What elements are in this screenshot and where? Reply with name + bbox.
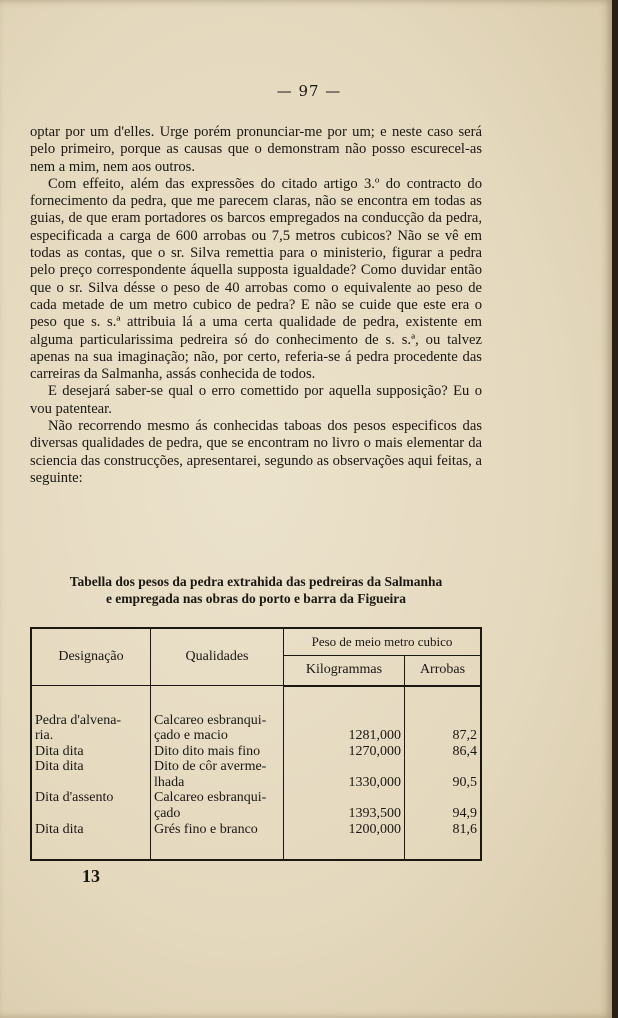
- kg-cell: 1393,500: [348, 806, 401, 822]
- kg-cell: 1200,000: [348, 821, 401, 837]
- caption-line-2: e empregada nas obras do porto e barra da Figueira: [105, 591, 407, 606]
- arrobas-cell: 86,4: [452, 743, 477, 759]
- designacao-cell: Dita d'assento: [35, 790, 114, 806]
- paragraph-2: Com effeito, além das expressões do citado artigo 3.º do contracto do fornecimento da pedra, que me parecem claras, não se encontra em todas as guias, de que eram portadores os barcos empregados na conducção da pedra, especificada a carga de 600 arrobas ou 7,5 metros cubicos? Não se vê em todas as contas, que o sr. Silva remettia para o ministerio, figurar a pedra pelo preço correspondente áquella supposta igualdade? Como duvidar então que o sr. Silva désse o peso de 40 arrobas como o equivalente ao peso de cada metade de um metro cubico de pedra? E não se cuide que este era o peso que s. s.ª attribuia lá a uma certa qualidade de pedra, existente em alguma particularissima pedreira só do conhecimento de s. s.ª, ou talvez apenas na sua imaginação; não, por certo, referia-se á pedra procedente das carreiras da Salmanha, assás conhecida de todos.: [30, 175, 482, 383]
- table-row: [31, 790, 481, 821]
- designacao-cell: Dita dita: [35, 759, 84, 775]
- qualidade-cell: Calcareo esbranqui-: [154, 790, 267, 806]
- arrobas-cell: 90,5: [452, 774, 477, 790]
- designacao-cell: ria.: [35, 728, 54, 744]
- table-caption: [30, 573, 482, 607]
- designacao-cell: Dita dita: [35, 821, 84, 837]
- arrobas-cell: 81,6: [452, 821, 477, 837]
- table-row: [31, 759, 481, 790]
- body-text: [30, 124, 482, 487]
- qualidade-cell: çado: [154, 806, 181, 822]
- arrobas-cell: 87,2: [452, 728, 477, 744]
- kg-cell: 1281,000: [348, 728, 401, 744]
- header-peso: Peso de meio metro cubico: [284, 628, 482, 656]
- arrobas-cell: 94,9: [452, 806, 477, 822]
- header-designacao: Designação: [31, 628, 151, 686]
- paragraph-4: Não recorrendo mesmo ás conhecidas taboas dos pesos especificos das diversas qualidades de pedra, que se encontram no livro o mais elementar da sciencia das construcções, apresentarei, segundo as observações aqui feitas, a seguinte:: [30, 418, 482, 486]
- table-row: [31, 744, 481, 760]
- qualidade-cell: lhada: [154, 774, 185, 790]
- table-row: [31, 713, 481, 744]
- qualidade-cell: Dito de côr averme-: [154, 759, 267, 775]
- paragraph-3: E desejará saber-se qual o erro comettido por aquella supposição? Eu o vou patentear.: [30, 383, 482, 417]
- qualidade-cell: Grés fino e branco: [154, 821, 258, 837]
- weights-table: [30, 627, 482, 861]
- page-number: — 97 —: [276, 82, 342, 100]
- caption-line-1: Tabella dos pesos da pedra extrahida das pedreiras da Salmanha: [69, 574, 443, 589]
- qualidade-cell: Calcareo esbranqui-: [154, 712, 267, 728]
- paragraph-1: optar por um d'elles. Urge porém pronunciar-me por um; e neste caso será pelo primeiro, porque as causas que o demonstram não posso escurecel-as nem a mim, nem aos outros.: [30, 124, 482, 175]
- kg-cell: 1270,000: [348, 743, 401, 759]
- table-row: [31, 822, 481, 838]
- kg-cell: 1330,000: [348, 774, 401, 790]
- signature-mark: 13: [82, 866, 100, 886]
- designacao-cell: Dita dita: [35, 743, 84, 759]
- qualidade-cell: çado e macio: [154, 728, 228, 744]
- header-arrobas: Arrobas: [404, 656, 481, 686]
- designacao-cell: Pedra d'alvena-: [35, 712, 122, 728]
- qualidade-cell: Dito dito mais fino: [154, 743, 261, 759]
- header-qualidades: Qualidades: [151, 628, 284, 686]
- header-kilogrammas: Kilogrammas: [284, 656, 405, 686]
